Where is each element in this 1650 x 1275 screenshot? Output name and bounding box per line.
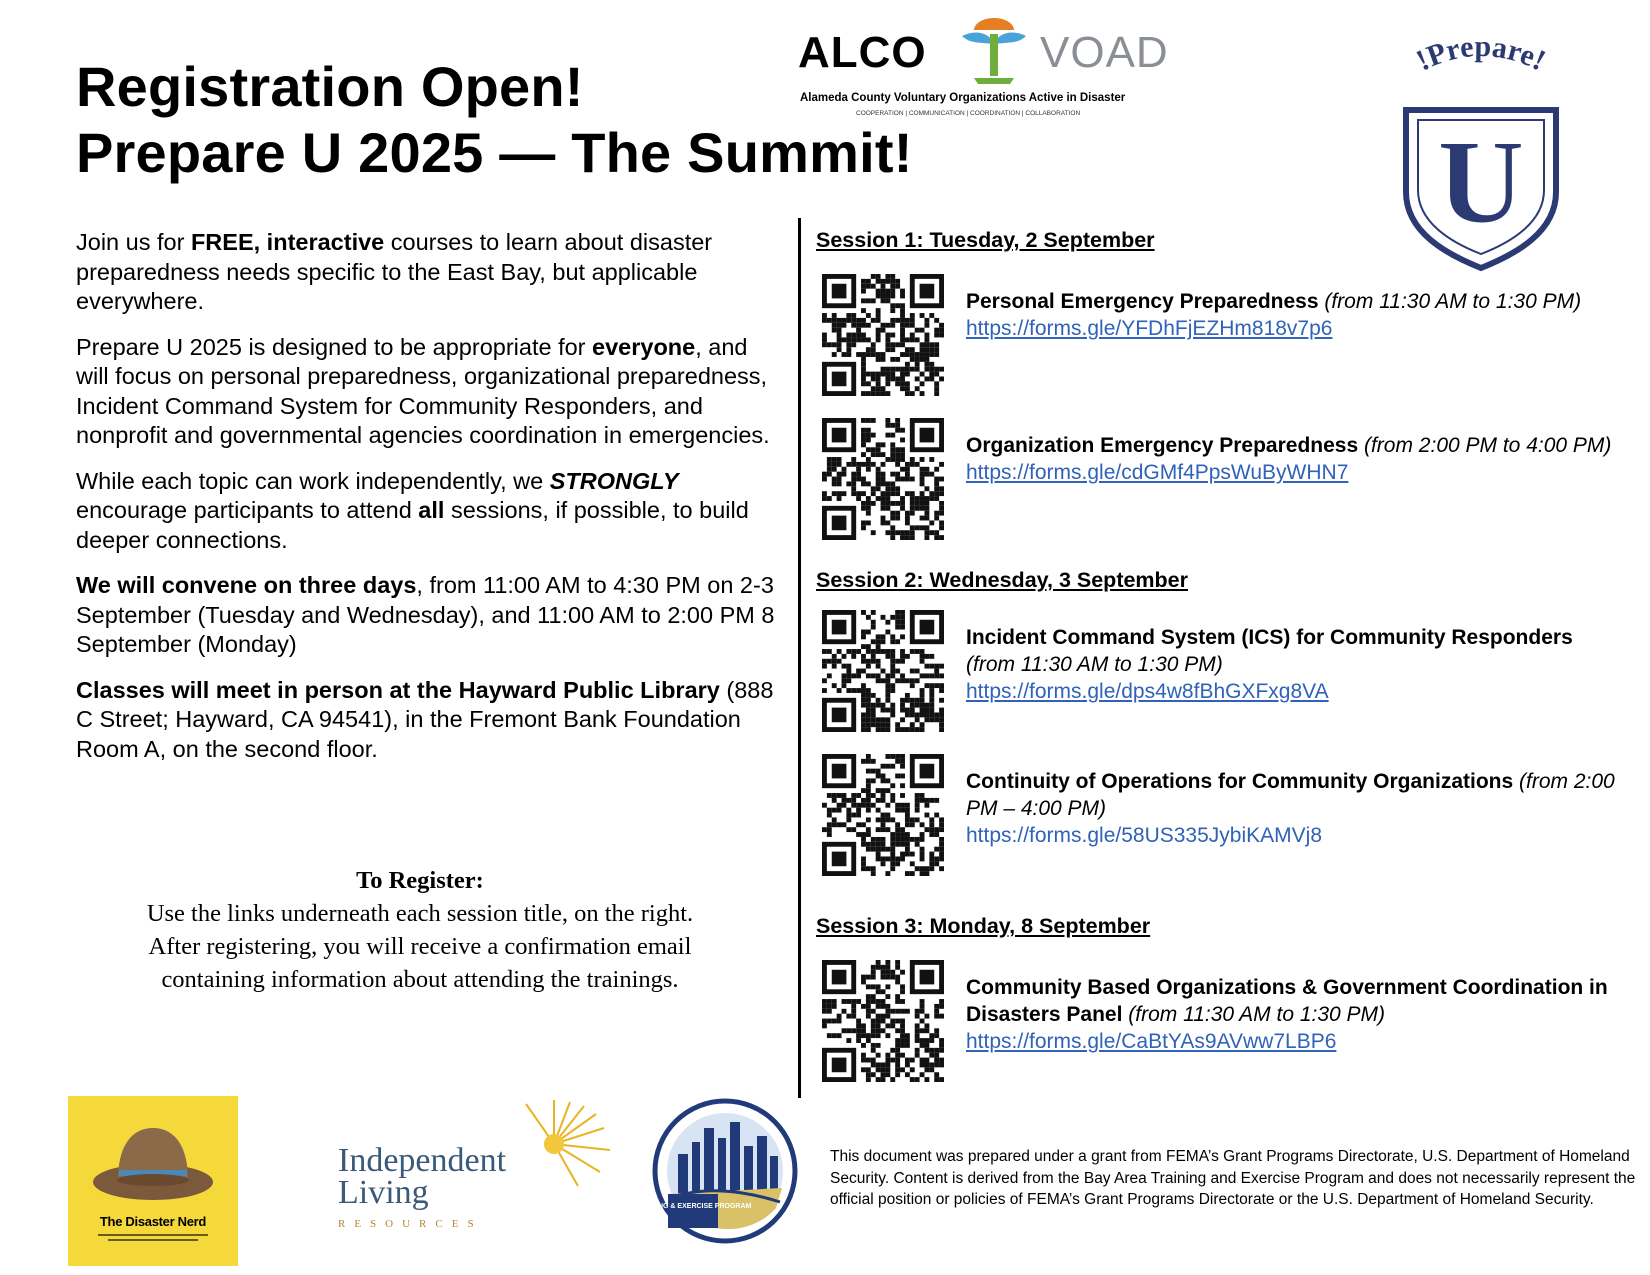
register-title: To Register: [356,867,484,894]
title-line-1: Registration Open! [76,55,584,118]
qr-code-icon[interactable] [822,418,944,540]
intro-text: Join us for [76,229,191,255]
course-text [966,288,1626,342]
intro-emphasis: FREE, interactive [190,229,385,255]
disaster-nerd-logo [68,1096,238,1266]
qr-code-icon[interactable] [822,274,944,396]
qr-code-icon[interactable] [822,960,944,1082]
qr-code-icon[interactable] [822,610,944,732]
course-title: Organization Emergency Preparedness [966,434,1359,457]
course-time: (from 2:00 PM to 4:00 PM) [1358,434,1612,457]
intro-text: encourage participants to attend [76,497,419,523]
registration-link[interactable]: https://forms.gle/dps4w8fBhGXFxg8VA [966,680,1329,703]
disaster-nerd-subtext [108,1239,198,1241]
session-1-heading: Session 1: Tuesday, 2 September [816,228,1155,252]
intro-text: Prepare U 2025 is designed to be appropriate for [76,333,593,360]
intro-paragraph-4 [76,571,776,660]
intro-emphasis: all [418,497,445,523]
intro-paragraph-5 [76,676,776,765]
intro-text: While each topic can work independently, we [76,467,550,494]
intro-text: (888 C Street; Hayward, CA 94541), in the Fremont Bank Foundation Room A, on the second floor. [76,676,774,762]
course-entry [822,960,1632,1086]
intro-emphasis: We will convene on three days [76,572,417,598]
course-text [966,768,1626,849]
course-entry [822,274,1632,400]
course-title: Personal Emergency Preparedness [966,290,1319,313]
training-program-logo [634,1098,798,1244]
disaster-nerd-label: The Disaster Nerd [99,1214,207,1229]
intro-paragraph-2 [76,333,776,451]
independent-living-line-2: Living [338,1174,429,1211]
register-instructions [100,864,740,996]
intro-emphasis: STRONGLY [549,467,679,494]
title-line-2: Prepare U 2025 — The Summit! [76,121,913,184]
intro-text: sessions, if possible, to build deeper connections. [76,497,749,553]
grant-disclaimer: This document was prepared under a grant from FEMA’s Grant Programs Directorate, U.S. Department of Homeland Security. Content is derived from the Bay Area Training and Exercise Program and does not necessarily represent the official position or policies of FEMA’s Grant Programs Directorate or the U.S. Department of Homeland Security. [830,1148,1636,1208]
column-divider [798,218,801,1098]
course-title: Incident Command System (ICS) for Community Responders [966,626,1573,649]
independent-living-line-3: RESOURCES [338,1218,483,1230]
independent-living-logo [334,1098,614,1248]
alco-voad-logo [796,12,1196,122]
course-time: (from 11:30 AM to 1:30 PM) [1122,1003,1386,1026]
register-line-3: containing information about attending the trainings. [161,966,679,993]
session-3-heading: Session 3: Monday, 8 September [816,914,1151,938]
training-program-label: TRAINING & EXERCISE PROGRAM [634,1203,752,1210]
prepare-u-logo [1366,22,1596,272]
register-line-2: After registering, you will receive a confirmation email [148,933,692,960]
registration-link[interactable]: https://forms.gle/CaBtYAs9AVww7LBP6 [966,1030,1337,1053]
intro-emphasis: Classes will meet in person at the Hayward Public Library [76,676,720,703]
session-2-heading: Session 2: Wednesday, 3 September [816,568,1189,592]
course-title: Community Based Organizations & Government Coordination in Disasters Panel [966,976,1608,1026]
course-text [966,432,1626,486]
intro-emphasis: everyone [592,333,696,360]
course-text [966,974,1626,1055]
prepare-u-letter: U [1437,115,1525,248]
intro-paragraph-1 [76,228,776,317]
course-text [966,624,1626,705]
register-line-1: Use the links underneath each session title, on the right. [146,900,694,927]
course-entry [822,610,1632,736]
alco-wordmark: ALCO [798,28,927,77]
alco-voad-subline: COOPERATION | COMMUNICATION | COORDINATION | COLLABORATION [856,110,1081,117]
alco-voad-tagline: Alameda County Voluntary Organizations Active in Disaster [800,92,1126,104]
independent-living-line-1: Independent [338,1142,507,1179]
course-time: (from 11:30 AM to 1:30 PM) [1318,290,1582,313]
intro-text: , from 11:00 AM to 4:30 PM on 2-3 September (Tuesday and Wednesday), and 11:00 AM to 2:00 PM 8 September (Monday) [76,572,775,657]
registration-link[interactable]: https://forms.gle/58US335JybiKAMVj8 [966,824,1322,847]
registration-link[interactable]: https://forms.gle/cdGMf4PpsWuByWHN7 [966,461,1349,484]
course-time: (from 11:30 AM to 1:30 PM) [966,653,1223,676]
course-entry [822,418,1632,544]
page-title [76,54,913,186]
intro-text: courses to learn about disaster preparedness needs specific to the East Bay, but applicable everywhere. [76,229,713,314]
svg-text:!Prepare! [1411,30,1551,78]
prepare-u-arc-text: !Prepare! [1411,29,1551,78]
course-entry [822,754,1632,880]
course-title: Continuity of Operations for Community Organizations [966,770,1514,793]
voad-wordmark: VOAD [1040,28,1169,77]
registration-link[interactable]: https://forms.gle/YFDhFjEZHm818v7p6 [966,317,1333,340]
disaster-nerd-subtext [98,1234,208,1236]
intro-column [76,228,776,780]
tree-icon [954,14,1034,86]
city-skyline-icon [634,1098,798,1244]
prepare-u-shield-icon [1366,22,1596,272]
intro-paragraph-3 [76,467,776,556]
hat-icon [88,1114,218,1214]
qr-code-icon[interactable] [822,754,944,876]
sunburst-icon [504,1098,614,1188]
course-time: (from 2:00 PM – 4:00 PM) [966,770,1615,820]
intro-text: , and will focus on personal preparedness, organizational preparedness, Incident Command System for Community Responders, and nonprofit and governmental agencies coordination in emergencies. [76,333,770,448]
